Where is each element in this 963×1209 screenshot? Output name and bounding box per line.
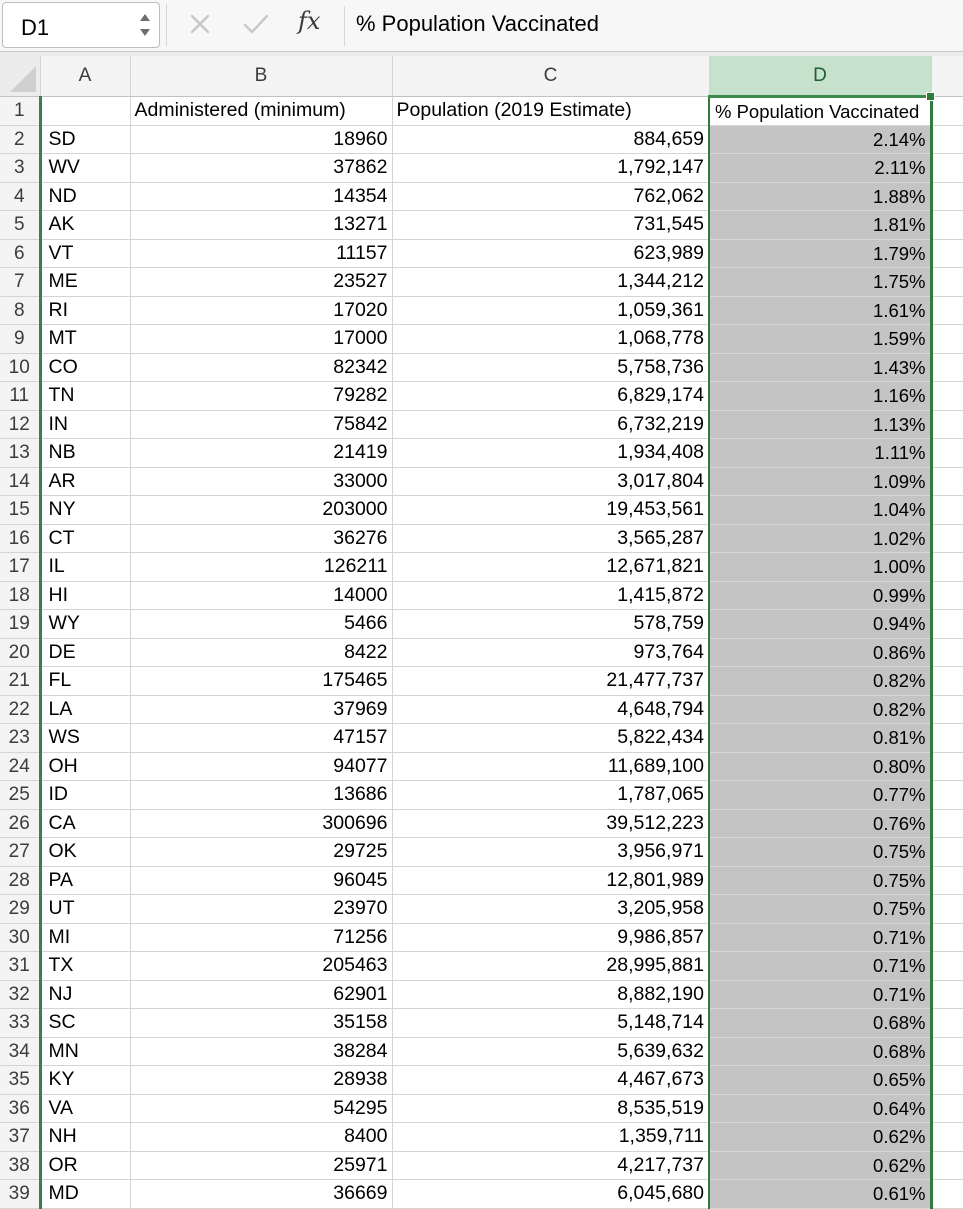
row-header[interactable]: 22 [0, 695, 40, 724]
cell-state[interactable]: MN [40, 1037, 130, 1066]
table-row [0, 154, 963, 183]
row-header[interactable]: 28 [0, 866, 40, 895]
cell-state[interactable]: WV [40, 154, 130, 183]
row-header[interactable]: 16 [0, 524, 40, 553]
row-header[interactable]: 25 [0, 781, 40, 810]
insert-function-button[interactable]: fx [298, 7, 321, 35]
cell-population[interactable]: 731,545 [392, 211, 709, 240]
cell-percent-vaccinated[interactable]: 0.82% [709, 667, 931, 696]
cell-percent-vaccinated[interactable]: 0.62% [709, 1151, 931, 1180]
table-row [0, 239, 963, 268]
cell-administered[interactable]: 175465 [130, 667, 392, 696]
cell-empty[interactable] [931, 353, 963, 382]
cell-state[interactable]: TN [40, 382, 130, 411]
cell-population[interactable]: 6,829,174 [392, 382, 709, 411]
cell-e1[interactable] [931, 96, 963, 125]
table-row [0, 980, 963, 1009]
cell-population[interactable]: 21,477,737 [392, 667, 709, 696]
cell-population[interactable]: 5,758,736 [392, 353, 709, 382]
cell-population[interactable]: 1,934,408 [392, 439, 709, 468]
cell-state[interactable]: NH [40, 1123, 130, 1152]
cell-administered[interactable]: 36276 [130, 524, 392, 553]
cell-state[interactable]: CO [40, 353, 130, 382]
cell-administered[interactable]: 205463 [130, 952, 392, 981]
table-row [0, 325, 963, 354]
cell-administered[interactable]: 17000 [130, 325, 392, 354]
cell-state[interactable]: FL [40, 667, 130, 696]
cell-population[interactable]: 3,956,971 [392, 838, 709, 867]
cell-state[interactable]: VA [40, 1094, 130, 1123]
cell-empty[interactable] [931, 895, 963, 924]
cell-state[interactable]: WY [40, 610, 130, 639]
cell-empty[interactable] [931, 154, 963, 183]
table-row [0, 1123, 963, 1152]
cell-empty[interactable] [931, 410, 963, 439]
cell-percent-vaccinated[interactable]: 0.94% [709, 610, 931, 639]
cell-state[interactable]: SD [40, 125, 130, 154]
table-row [0, 439, 963, 468]
cell-empty[interactable] [931, 1094, 963, 1123]
row-header[interactable]: 6 [0, 239, 40, 268]
cell-empty[interactable] [931, 809, 963, 838]
cell-empty[interactable] [931, 1037, 963, 1066]
cell-administered[interactable]: 28938 [130, 1066, 392, 1095]
table-row [0, 182, 963, 211]
table-row [0, 410, 963, 439]
cell-administered[interactable]: 21419 [130, 439, 392, 468]
cell-percent-vaccinated[interactable]: 0.99% [709, 581, 931, 610]
cell-administered[interactable]: 300696 [130, 809, 392, 838]
cell-state[interactable]: DE [40, 638, 130, 667]
cell-percent-vaccinated[interactable]: 2.14% [709, 125, 931, 154]
cell-percent-vaccinated[interactable]: 0.62% [709, 1123, 931, 1152]
cell-percent-vaccinated[interactable]: 1.11% [709, 439, 931, 468]
cell-administered[interactable]: 5466 [130, 610, 392, 639]
cell-state[interactable]: AK [40, 211, 130, 240]
cell-state[interactable]: IN [40, 410, 130, 439]
cell-population[interactable]: 4,467,673 [392, 1066, 709, 1095]
cell-administered[interactable]: 25971 [130, 1151, 392, 1180]
formula-input[interactable]: % Population Vaccinated [356, 11, 599, 36]
select-all-triangle-icon [10, 66, 36, 92]
cell-administered[interactable]: 38284 [130, 1037, 392, 1066]
cell-administered[interactable]: 71256 [130, 923, 392, 952]
table-row [0, 695, 963, 724]
row-header[interactable]: 27 [0, 838, 40, 867]
row-header[interactable]: 11 [0, 382, 40, 411]
cell-empty[interactable] [931, 125, 963, 154]
cell-state[interactable]: CT [40, 524, 130, 553]
cell-administered[interactable]: 35158 [130, 1009, 392, 1038]
row-header[interactable]: 14 [0, 467, 40, 496]
cell-percent-vaccinated[interactable]: 0.80% [709, 752, 931, 781]
cell-administered[interactable]: 94077 [130, 752, 392, 781]
cell-percent-vaccinated[interactable]: 0.64% [709, 1094, 931, 1123]
cell-state[interactable]: OK [40, 838, 130, 867]
table-row [0, 496, 963, 525]
formula-bar-divider [344, 6, 345, 46]
cell-empty[interactable] [931, 524, 963, 553]
cell-administered[interactable]: 37862 [130, 154, 392, 183]
cell-percent-vaccinated[interactable]: 0.68% [709, 1009, 931, 1038]
column-header-d[interactable]: D [709, 56, 931, 96]
select-all-button[interactable] [0, 56, 40, 96]
column-header-a[interactable]: A [40, 56, 130, 96]
cell-administered[interactable]: 8400 [130, 1123, 392, 1152]
row-header[interactable]: 17 [0, 553, 40, 582]
table-row [0, 581, 963, 610]
cell-empty[interactable] [931, 211, 963, 240]
row-header[interactable]: 24 [0, 752, 40, 781]
table-row [0, 296, 963, 325]
row-header[interactable]: 35 [0, 1066, 40, 1095]
cell-population[interactable]: 623,989 [392, 239, 709, 268]
cell-administered[interactable]: 47157 [130, 724, 392, 753]
cell-state[interactable]: IL [40, 553, 130, 582]
table-row [0, 1037, 963, 1066]
cell-state[interactable]: TX [40, 952, 130, 981]
cell-empty[interactable] [931, 781, 963, 810]
cell-administered[interactable]: 36669 [130, 1180, 392, 1209]
cell-percent-vaccinated[interactable]: 1.75% [709, 268, 931, 297]
cell-administered[interactable]: 17020 [130, 296, 392, 325]
formula-bar [0, 0, 963, 52]
table-row [0, 638, 963, 667]
cell-state[interactable]: OH [40, 752, 130, 781]
cell-state[interactable]: MT [40, 325, 130, 354]
table-row [0, 1094, 963, 1123]
row-header[interactable]: 21 [0, 667, 40, 696]
cell-administered[interactable]: 82342 [130, 353, 392, 382]
cell-administered[interactable]: 33000 [130, 467, 392, 496]
cell-population[interactable]: 973,764 [392, 638, 709, 667]
cell-state[interactable]: NJ [40, 980, 130, 1009]
cell-percent-vaccinated[interactable]: 1.00% [709, 553, 931, 582]
cell-empty[interactable] [931, 1009, 963, 1038]
table-row [0, 610, 963, 639]
table-row [0, 524, 963, 553]
cell-population[interactable]: 1,344,212 [392, 268, 709, 297]
cell-percent-vaccinated[interactable]: 0.75% [709, 838, 931, 867]
table-row [0, 96, 963, 125]
cell-population[interactable]: 5,822,434 [392, 724, 709, 753]
row-header[interactable]: 19 [0, 610, 40, 639]
cell-percent-vaccinated[interactable]: 0.71% [709, 980, 931, 1009]
table-row [0, 211, 963, 240]
cell-population[interactable]: 762,062 [392, 182, 709, 211]
row-header[interactable]: 31 [0, 952, 40, 981]
cell-percent-vaccinated[interactable]: 0.75% [709, 866, 931, 895]
cell-population[interactable]: 1,359,711 [392, 1123, 709, 1152]
cell-administered[interactable]: 79282 [130, 382, 392, 411]
row-header[interactable]: 12 [0, 410, 40, 439]
cell-empty[interactable] [931, 239, 963, 268]
cell-population[interactable]: 3,205,958 [392, 895, 709, 924]
cell-population[interactable]: 8,882,190 [392, 980, 709, 1009]
column-header-b[interactable]: B [130, 56, 392, 96]
cell-population[interactable]: 6,045,680 [392, 1180, 709, 1209]
cell-empty[interactable] [931, 838, 963, 867]
cell-administered[interactable]: 14000 [130, 581, 392, 610]
cell-administered[interactable]: 13686 [130, 781, 392, 810]
cell-empty[interactable] [931, 553, 963, 582]
cell-empty[interactable] [931, 667, 963, 696]
cell-empty[interactable] [931, 382, 963, 411]
cell-administered[interactable]: 13271 [130, 211, 392, 240]
cell-c1[interactable]: Population (2019 Estimate) [392, 96, 709, 125]
cell-state[interactable]: NY [40, 496, 130, 525]
table-row [0, 895, 963, 924]
table-row [0, 353, 963, 382]
row-header[interactable]: 2 [0, 125, 40, 154]
cell-state[interactable]: SC [40, 1009, 130, 1038]
stepper-arrows-icon[interactable] [137, 9, 153, 41]
cell-percent-vaccinated[interactable]: 1.59% [709, 325, 931, 354]
cell-empty[interactable] [931, 1066, 963, 1095]
row-header[interactable]: 34 [0, 1037, 40, 1066]
cell-population[interactable]: 5,148,714 [392, 1009, 709, 1038]
cell-population[interactable]: 1,415,872 [392, 581, 709, 610]
cell-empty[interactable] [931, 1123, 963, 1152]
cell-percent-vaccinated[interactable]: 1.79% [709, 239, 931, 268]
cell-population[interactable]: 4,648,794 [392, 695, 709, 724]
cell-empty[interactable] [931, 1180, 963, 1209]
cell-administered[interactable]: 37969 [130, 695, 392, 724]
table-row [0, 781, 963, 810]
row-header[interactable]: 15 [0, 496, 40, 525]
cell-population[interactable]: 28,995,881 [392, 952, 709, 981]
cell-b1[interactable]: Administered (minimum) [130, 96, 392, 125]
cell-empty[interactable] [931, 980, 963, 1009]
cell-percent-vaccinated[interactable]: 0.77% [709, 781, 931, 810]
cell-percent-vaccinated[interactable]: 0.82% [709, 695, 931, 724]
cell-empty[interactable] [931, 296, 963, 325]
cell-state[interactable]: ME [40, 268, 130, 297]
row-header[interactable]: 4 [0, 182, 40, 211]
cell-percent-vaccinated[interactable]: 1.04% [709, 496, 931, 525]
cell-state[interactable]: UT [40, 895, 130, 924]
cell-population[interactable]: 3,017,804 [392, 467, 709, 496]
cell-population[interactable]: 8,535,519 [392, 1094, 709, 1123]
row-header[interactable]: 7 [0, 268, 40, 297]
column-header-e[interactable] [931, 56, 963, 96]
cell-percent-vaccinated[interactable]: 1.88% [709, 182, 931, 211]
cell-empty[interactable] [931, 610, 963, 639]
cell-percent-vaccinated[interactable]: 1.09% [709, 467, 931, 496]
cell-population[interactable]: 4,217,737 [392, 1151, 709, 1180]
cell-administered[interactable]: 23970 [130, 895, 392, 924]
cell-state[interactable]: KY [40, 1066, 130, 1095]
cell-state[interactable]: VT [40, 239, 130, 268]
row-header[interactable]: 3 [0, 154, 40, 183]
cell-state[interactable]: AR [40, 467, 130, 496]
cell-state[interactable]: LA [40, 695, 130, 724]
cell-percent-vaccinated[interactable]: 1.61% [709, 296, 931, 325]
cell-population[interactable]: 39,512,223 [392, 809, 709, 838]
cell-empty[interactable] [931, 182, 963, 211]
row-header[interactable]: 20 [0, 638, 40, 667]
cell-administered[interactable]: 203000 [130, 496, 392, 525]
cell-empty[interactable] [931, 695, 963, 724]
cell-state[interactable]: ND [40, 182, 130, 211]
cell-empty[interactable] [931, 325, 963, 354]
cell-administered[interactable]: 8422 [130, 638, 392, 667]
x-icon[interactable] [186, 10, 214, 38]
row-header[interactable]: 9 [0, 325, 40, 354]
cell-population[interactable]: 578,759 [392, 610, 709, 639]
cell-population[interactable]: 1,787,065 [392, 781, 709, 810]
cell-percent-vaccinated[interactable]: 0.68% [709, 1037, 931, 1066]
cell-administered[interactable]: 23527 [130, 268, 392, 297]
cell-population[interactable]: 12,801,989 [392, 866, 709, 895]
row-header[interactable]: 18 [0, 581, 40, 610]
row-header[interactable]: 10 [0, 353, 40, 382]
cell-percent-vaccinated[interactable]: 1.43% [709, 353, 931, 382]
row-header[interactable]: 39 [0, 1180, 40, 1209]
cell-percent-vaccinated[interactable]: 0.76% [709, 809, 931, 838]
row-header[interactable]: 8 [0, 296, 40, 325]
cell-population[interactable]: 9,986,857 [392, 923, 709, 952]
table-row [0, 1180, 963, 1209]
cell-state[interactable]: OR [40, 1151, 130, 1180]
cell-population[interactable]: 3,565,287 [392, 524, 709, 553]
table-row [0, 838, 963, 867]
row-header[interactable]: 33 [0, 1009, 40, 1038]
row-header[interactable]: 1 [0, 96, 40, 125]
cell-population[interactable]: 6,732,219 [392, 410, 709, 439]
table-row [0, 809, 963, 838]
table-row [0, 724, 963, 753]
cell-administered[interactable]: 18960 [130, 125, 392, 154]
cell-percent-vaccinated[interactable]: 2.11% [709, 154, 931, 183]
cell-percent-vaccinated[interactable]: 0.71% [709, 923, 931, 952]
row-header[interactable]: 30 [0, 923, 40, 952]
row-header[interactable]: 5 [0, 211, 40, 240]
cell-d1[interactable] [709, 96, 931, 125]
cell-population[interactable]: 11,689,100 [392, 752, 709, 781]
cell-percent-vaccinated[interactable]: 1.16% [709, 382, 931, 411]
table-row [0, 125, 963, 154]
table-row [0, 866, 963, 895]
table-row [0, 1066, 963, 1095]
cell-empty[interactable] [931, 752, 963, 781]
cell-empty[interactable] [931, 268, 963, 297]
column-header-row [0, 56, 963, 96]
name-box-value[interactable]: D1 [21, 15, 50, 40]
cell-empty[interactable] [931, 467, 963, 496]
cell-percent-vaccinated[interactable]: 1.81% [709, 211, 931, 240]
cell-state[interactable]: MD [40, 1180, 130, 1209]
cell-administered[interactable]: 54295 [130, 1094, 392, 1123]
cell-state[interactable]: RI [40, 296, 130, 325]
cell-percent-vaccinated[interactable]: 0.81% [709, 724, 931, 753]
cell-percent-vaccinated[interactable]: 1.13% [709, 410, 931, 439]
cell-percent-vaccinated[interactable]: 0.65% [709, 1066, 931, 1095]
row-header[interactable]: 26 [0, 809, 40, 838]
cell-state[interactable]: WS [40, 724, 130, 753]
table-row [0, 667, 963, 696]
cell-administered[interactable]: 29725 [130, 838, 392, 867]
table-row [0, 553, 963, 582]
cell-empty[interactable] [931, 581, 963, 610]
cell-population[interactable]: 5,639,632 [392, 1037, 709, 1066]
table-row [0, 1009, 963, 1038]
cell-state[interactable]: PA [40, 866, 130, 895]
table-row [0, 952, 963, 981]
cell-administered[interactable]: 75842 [130, 410, 392, 439]
cell-percent-vaccinated[interactable]: 0.86% [709, 638, 931, 667]
cell-population[interactable]: 12,671,821 [392, 553, 709, 582]
checkmark-icon[interactable] [240, 10, 272, 38]
cell-state[interactable]: HI [40, 581, 130, 610]
cell-population[interactable]: 884,659 [392, 125, 709, 154]
row-header[interactable]: 13 [0, 439, 40, 468]
table-row [0, 467, 963, 496]
fill-handle[interactable] [926, 92, 935, 101]
table-row [0, 382, 963, 411]
row-header[interactable]: 23 [0, 724, 40, 753]
cell-empty[interactable] [931, 638, 963, 667]
row-header[interactable]: 37 [0, 1123, 40, 1152]
cell-administered[interactable]: 96045 [130, 866, 392, 895]
cell-state[interactable]: NB [40, 439, 130, 468]
cell-empty[interactable] [931, 952, 963, 981]
cell-empty[interactable] [931, 439, 963, 468]
cell-percent-vaccinated[interactable]: 1.02% [709, 524, 931, 553]
cell-administered[interactable]: 126211 [130, 553, 392, 582]
cell-state[interactable]: MI [40, 923, 130, 952]
cell-percent-vaccinated[interactable]: 0.75% [709, 895, 931, 924]
cell-empty[interactable] [931, 1151, 963, 1180]
cell-a1[interactable] [40, 96, 130, 125]
cell-population[interactable]: 1,059,361 [392, 296, 709, 325]
cell-population[interactable]: 1,792,147 [392, 154, 709, 183]
cell-percent-vaccinated[interactable]: 0.61% [709, 1180, 931, 1209]
table-row [0, 268, 963, 297]
cell-administered[interactable]: 11157 [130, 239, 392, 268]
cell-administered[interactable]: 14354 [130, 182, 392, 211]
row-header[interactable]: 29 [0, 895, 40, 924]
cell-empty[interactable] [931, 724, 963, 753]
row-header[interactable]: 38 [0, 1151, 40, 1180]
cell-percent-vaccinated[interactable]: 0.71% [709, 952, 931, 981]
cell-empty[interactable] [931, 496, 963, 525]
cell-administered[interactable]: 62901 [130, 980, 392, 1009]
name-box[interactable] [2, 2, 160, 48]
table-row [0, 923, 963, 952]
cell-population[interactable]: 1,068,778 [392, 325, 709, 354]
formula-bar-divider [166, 4, 167, 46]
row-header[interactable]: 32 [0, 980, 40, 1009]
cell-empty[interactable] [931, 923, 963, 952]
table-row [0, 752, 963, 781]
cell-d1-text: % Population Vaccinated [715, 100, 920, 122]
cell-population[interactable]: 19,453,561 [392, 496, 709, 525]
cell-state[interactable]: CA [40, 809, 130, 838]
table-row [0, 1151, 963, 1180]
column-header-c[interactable]: C [392, 56, 709, 96]
cell-state[interactable]: ID [40, 781, 130, 810]
row-header[interactable]: 36 [0, 1094, 40, 1123]
cell-empty[interactable] [931, 866, 963, 895]
spreadsheet-grid[interactable] [0, 56, 963, 1209]
